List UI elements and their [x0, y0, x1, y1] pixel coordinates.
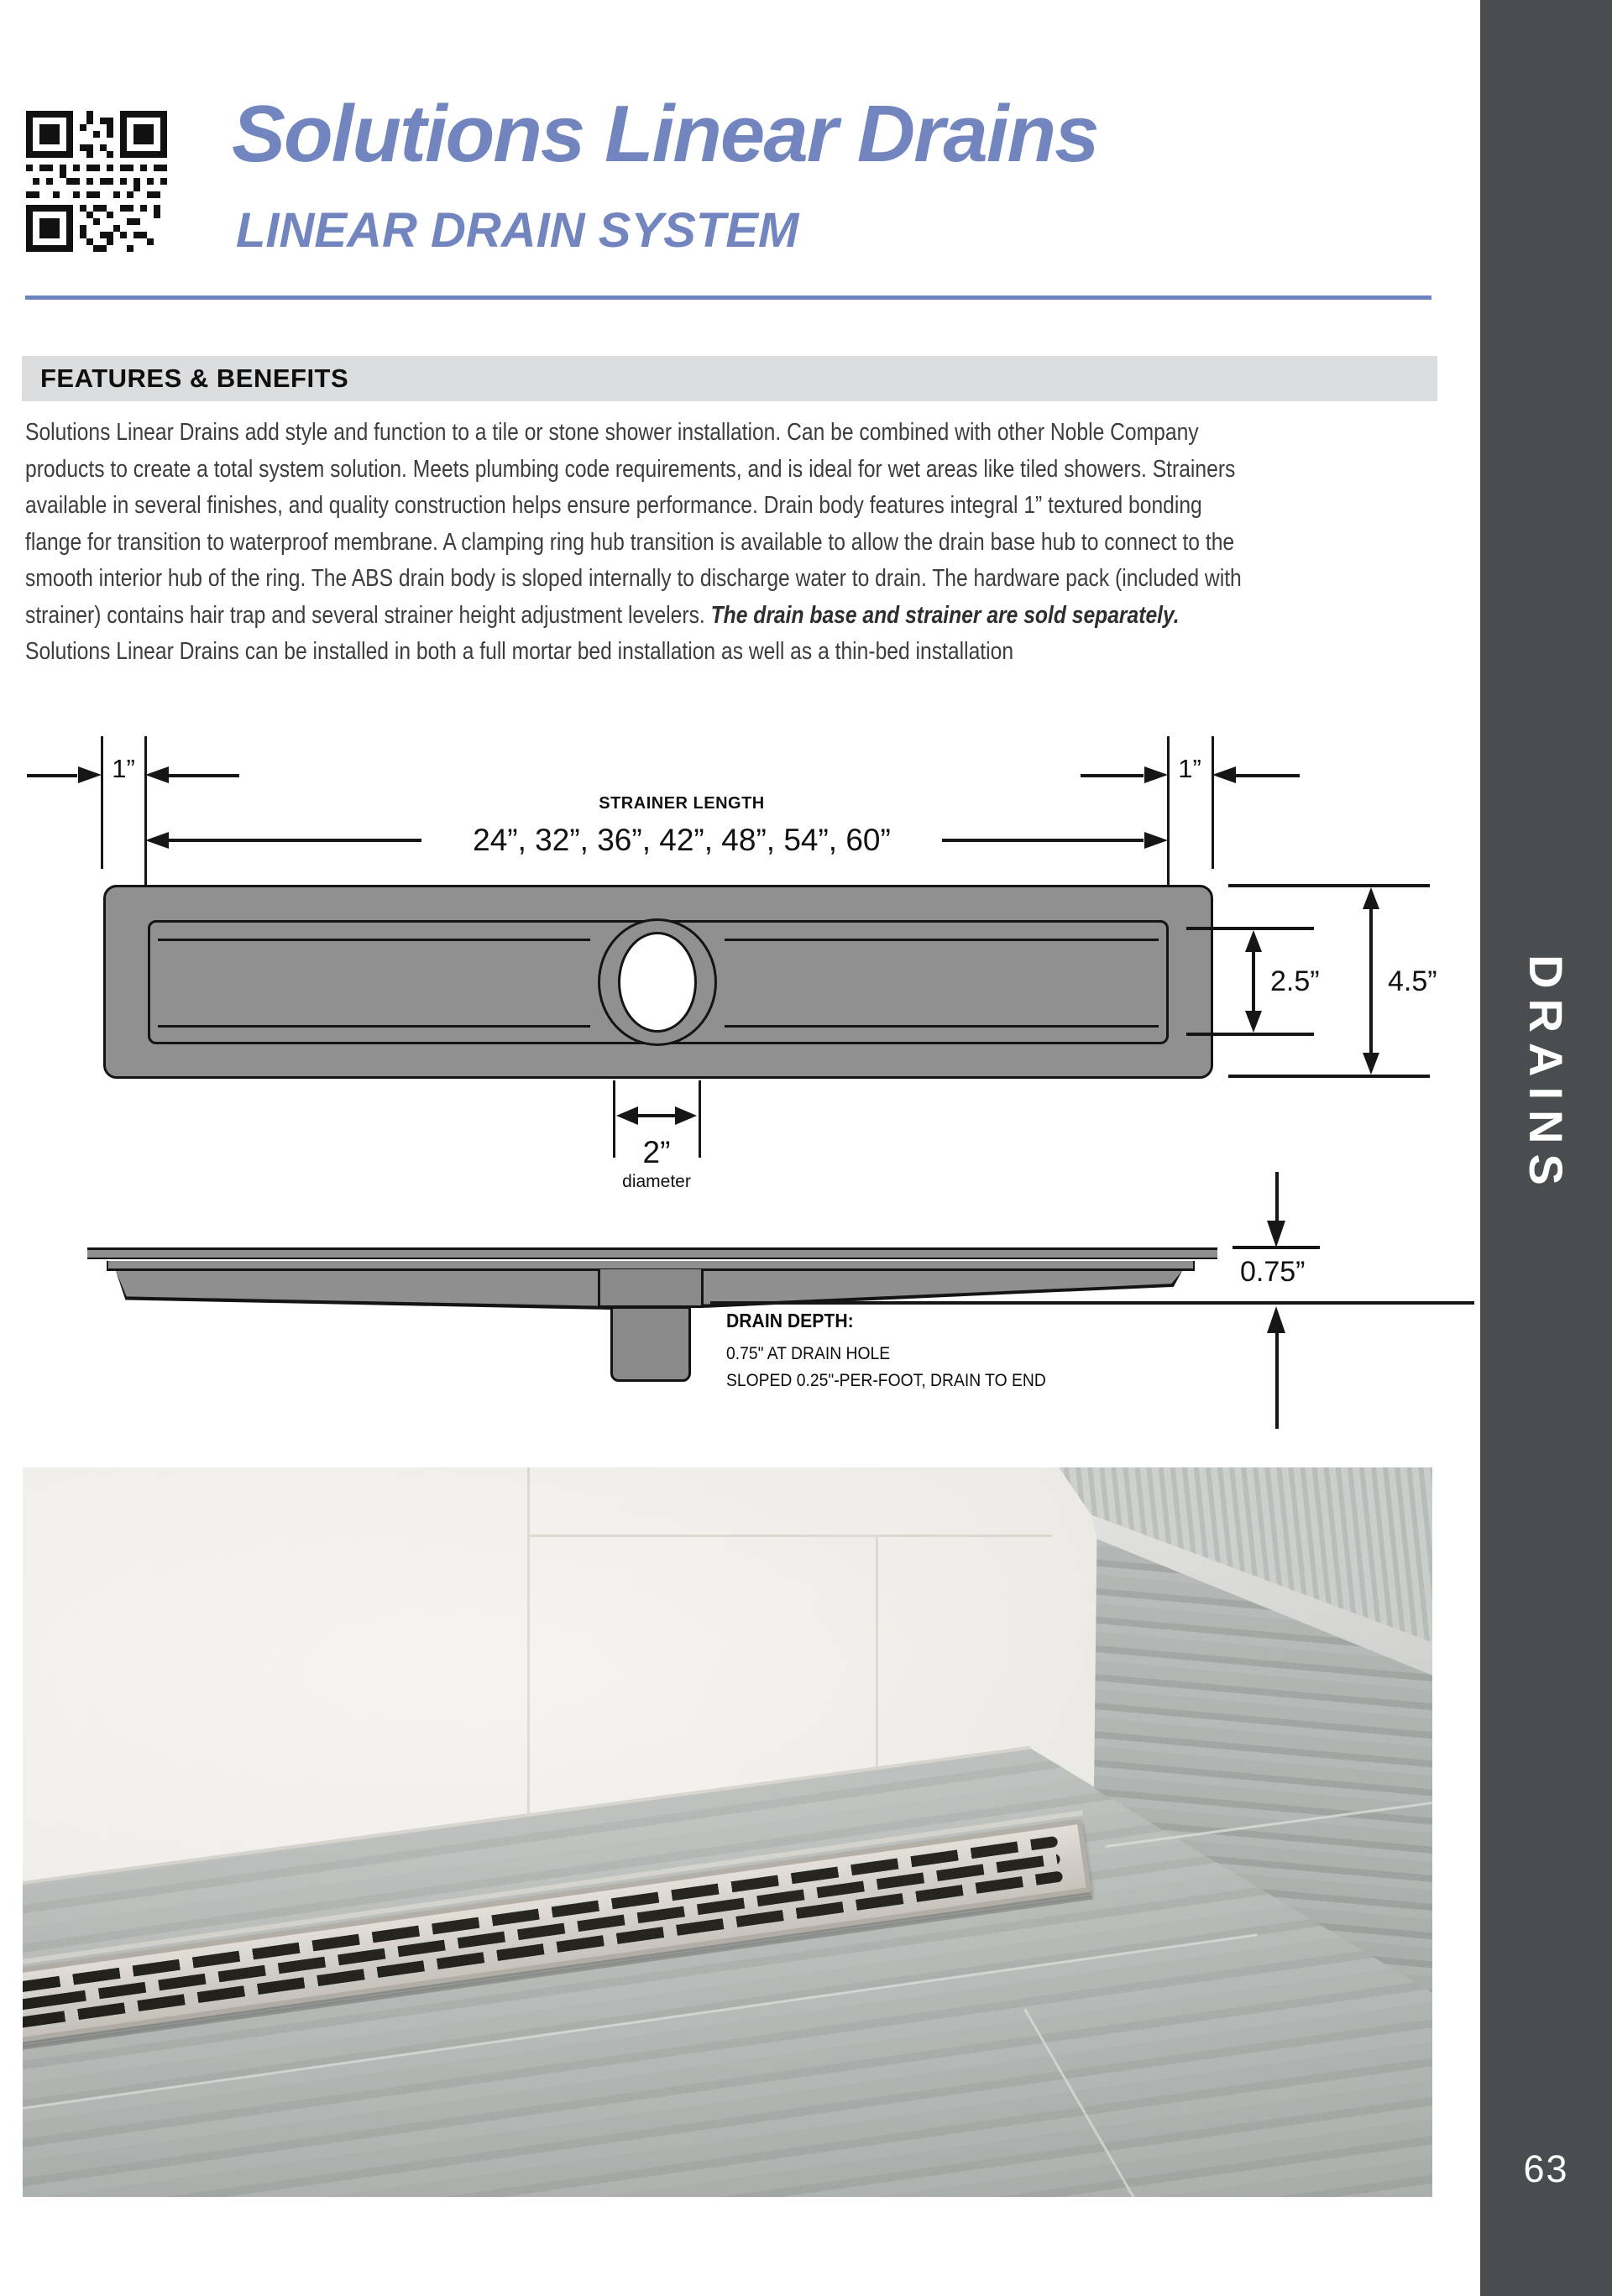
outer-height-value: 4.5”	[1388, 965, 1437, 997]
arrowhead-icon	[1267, 1306, 1285, 1333]
installation-photo	[23, 1467, 1432, 2197]
margin-dimension-left: 1”	[112, 754, 135, 783]
paragraph-line-text: strainer) contains hair trap and several strainer height adjustment levelers.	[25, 601, 711, 629]
qr-code-icon	[26, 111, 167, 252]
header-divider	[25, 295, 1431, 300]
features-benefits-bar	[22, 356, 1437, 401]
wall-grout-line	[876, 1535, 878, 1768]
dimension-line	[1228, 1075, 1430, 1078]
extension-line	[613, 1080, 615, 1158]
section-label-wrap	[1480, 919, 1612, 1230]
dimension-line	[1275, 1331, 1279, 1429]
margin-dimension-right: 1”	[1178, 754, 1201, 783]
arrowhead-icon	[616, 1106, 638, 1125]
dimension-line	[1186, 1033, 1314, 1036]
depth-value: 0.75”	[1240, 1256, 1306, 1288]
arrowhead-icon	[1267, 1221, 1285, 1247]
paragraph-line: products to create a total system solution. Meets plumbing code requirements, and is ideal for wet areas like tiled showers. Strainers	[25, 455, 1236, 483]
arrowhead-icon	[1212, 766, 1236, 783]
arrowhead-icon	[145, 832, 169, 849]
drain-hole	[618, 932, 697, 1033]
dimension-line	[1228, 884, 1430, 887]
drain-depth-note: SLOPED 0.25"-PER-FOOT, DRAIN TO END	[726, 1371, 1046, 1390]
channel-detail-line	[725, 1025, 1159, 1028]
channel-detail-line	[725, 939, 1159, 941]
section-label: DRAINS	[1520, 954, 1573, 1195]
dimension-line	[169, 774, 239, 777]
dimension-line	[1369, 907, 1373, 1055]
page-subtitle: LINEAR DRAIN SYSTEM	[236, 203, 799, 258]
dimension-line	[1081, 774, 1144, 777]
dimension-line	[1275, 1172, 1279, 1221]
paragraph-line: Solutions Linear Drains can be installed in both a full mortar bed installation as well as a thin-bed installation	[25, 638, 1014, 665]
channel-detail-line	[158, 939, 590, 941]
drain-depth-heading: DRAIN DEPTH:	[726, 1310, 854, 1331]
paragraph-line: available in several finishes, and quality construction helps ensure performance. Drain body features integral 1” textured bonding	[25, 492, 1202, 519]
page-title: Solutions Linear Drains	[232, 89, 1098, 179]
dimension-line	[1236, 774, 1300, 777]
drain-depth-note: 0.75" AT DRAIN HOLE	[726, 1344, 891, 1363]
page-number: 63	[1523, 2147, 1569, 2190]
extension-line	[699, 1080, 701, 1158]
dimension-line	[169, 839, 421, 842]
extension-line	[144, 736, 147, 886]
strainer-lengths-value: 24”, 32”, 36”, 42”, 48”, 54”, 60”	[473, 823, 891, 857]
hole-diameter-value: 2”	[642, 1135, 671, 1169]
dimension-line	[942, 839, 1144, 842]
drain-depth-notes	[726, 1311, 1046, 1394]
dimension-line	[27, 774, 77, 777]
dimension-line	[636, 1114, 677, 1117]
arrowhead-icon	[1245, 930, 1262, 952]
arrowhead-icon	[1363, 887, 1379, 909]
arrowhead-icon	[145, 766, 169, 783]
drain-flange-side	[87, 1247, 1217, 1259]
paragraph-line	[25, 598, 1438, 635]
extension-line	[1212, 736, 1214, 869]
channel-detail-line	[158, 1025, 590, 1028]
strainer-length-title: STRAINER LENGTH	[599, 794, 765, 813]
arrowhead-icon	[675, 1106, 697, 1125]
dimension-line	[1252, 950, 1255, 1011]
features-paragraph	[25, 415, 1438, 671]
arrowhead-icon	[1363, 1053, 1379, 1075]
paragraph-line: smooth interior hub of the ring. The ABS drain body is sloped internally to discharge water to drain. The hardware pack (included with	[25, 565, 1242, 592]
paragraph-line: flange for transition to waterproof membrane. A clamping ring hub transition is available to allow the drain base hub to connect to the	[25, 528, 1235, 556]
drain-outlet-pipe-side	[610, 1306, 691, 1382]
drain-outlet-collar-side	[598, 1269, 704, 1308]
features-benefits-heading: FEATURES & BENEFITS	[40, 363, 349, 393]
sold-separately-note: The drain base and strainer are sold separately.	[710, 601, 1180, 629]
wall-grout-line	[527, 1535, 1052, 1537]
wall-grout-line	[527, 1467, 530, 1825]
arrowhead-icon	[1144, 766, 1168, 783]
inner-height-value: 2.5”	[1270, 965, 1320, 997]
arrowhead-icon	[78, 766, 102, 783]
dimension-line	[1233, 1246, 1320, 1249]
arrowhead-icon	[1245, 1011, 1262, 1033]
arrowhead-icon	[1144, 832, 1168, 849]
dimension-line	[710, 1301, 1474, 1305]
paragraph-line: Solutions Linear Drains add style and function to a tile or stone shower installation. Can be combined with other Noble Company	[25, 419, 1199, 446]
hole-diameter-unit: diameter	[622, 1172, 691, 1191]
